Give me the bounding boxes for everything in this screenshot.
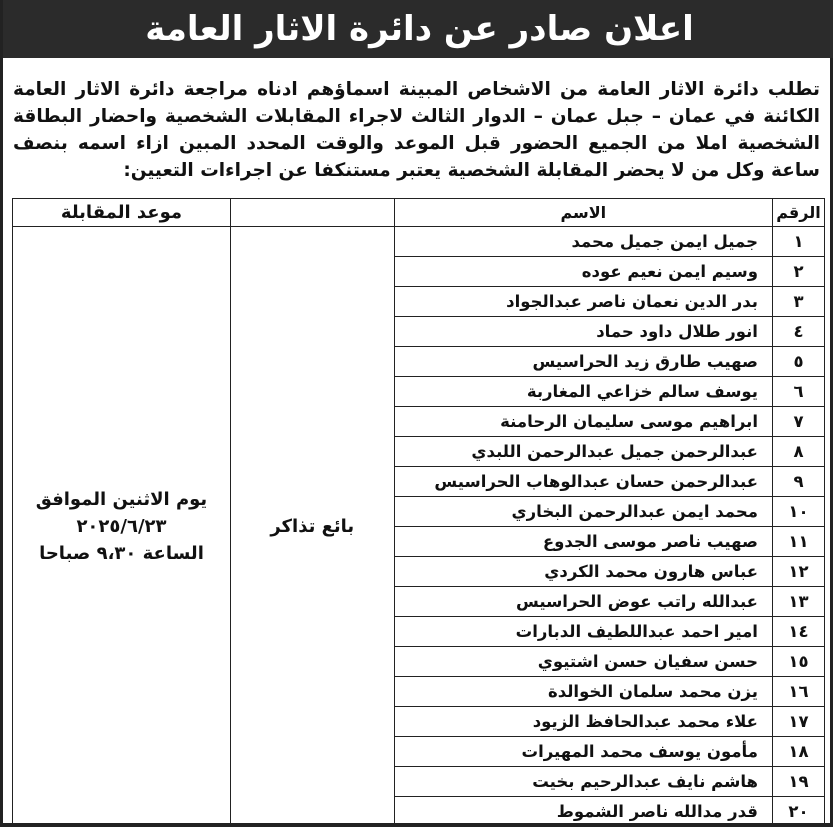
candidate-name: عبدالرحمن جميل عبدالرحمن اللبدي (394, 437, 772, 467)
candidate-name: صهيب ناصر موسى الجدوع (394, 527, 772, 557)
row-number: ١٠ (772, 497, 824, 527)
header-number: الرقم (772, 199, 824, 227)
row-number: ١٥ (772, 647, 824, 677)
row-number: ١٤ (772, 617, 824, 647)
interview-date: ٢٠٢٥/٦/٢٣ (76, 516, 167, 537)
candidate-name: عبدالرحمن حسان عبدالوهاب الحراسيس (394, 467, 772, 497)
row-number: ١٣ (772, 587, 824, 617)
announcement-title: اعلان صادر عن دائرة الاثار العامة (3, 0, 833, 58)
row-number: ٨ (772, 437, 824, 467)
bottom-border (3, 823, 833, 827)
candidate-name: جميل ايمن جميل محمد (394, 227, 772, 257)
candidates-table (12, 198, 825, 827)
candidate-name: وسيم ايمن نعيم عوده (394, 257, 772, 287)
row-number: ١ (772, 227, 824, 257)
candidate-name: عبدالله راتب عوض الحراسيس (394, 587, 772, 617)
row-number: ٢ (772, 257, 824, 287)
job-title: بائع تذاكر (230, 227, 394, 827)
candidate-name: صهيب طارق زيد الحراسيس (394, 347, 772, 377)
candidate-name: بدر الدين نعمان ناصر عبدالجواد (394, 287, 772, 317)
table-body (13, 227, 825, 827)
candidate-name: امير احمد عبداللطيف الدبارات (394, 617, 772, 647)
row-number: ١٧ (772, 707, 824, 737)
row-number: ١١ (772, 527, 824, 557)
candidate-name: محمد ايمن عبدالرحمن البخاري (394, 497, 772, 527)
header-interview-date: موعد المقابلة (13, 199, 231, 227)
header-name: الاسم (394, 199, 772, 227)
candidate-name: هاشم نايف عبدالرحيم بخيت (394, 767, 772, 797)
candidate-name: انور طلال داود حماد (394, 317, 772, 347)
intro-paragraph: تطلب دائرة الاثار العامة من الاشخاص المبينة اسماؤهم ادناه مراجعة دائرة الاثار العامة الكائنة في عمان – جبل عمان – الدوار الثالث لاجراء المقابلات الشخصية واحضار البطاقة الشخصية املا من الجميع الحضور قبل الموعد والوقت المحدد المبين ازاء اسمه بنصف ساعة وكل من لا يحضر المقابلة الشخصية يعتبر مستنكفا عن اجراءات التعيين: (13, 79, 820, 181)
row-number: ١٢ (772, 557, 824, 587)
row-number: ٩ (772, 467, 824, 497)
row-number: ٦ (772, 377, 824, 407)
candidate-name: عباس هارون محمد الكردي (394, 557, 772, 587)
row-number: ٤ (772, 317, 824, 347)
header-job (230, 199, 394, 227)
candidate-name: يزن محمد سلمان الخوالدة (394, 677, 772, 707)
row-number: ١٦ (772, 677, 824, 707)
interview-time: الساعة ٩،٣٠ صباحا (39, 543, 204, 564)
interview-day: يوم الاثنين الموافق (35, 489, 208, 510)
row-number: ١٩ (772, 767, 824, 797)
candidate-name: يوسف سالم خزاعي المغاربة (394, 377, 772, 407)
interview-schedule (13, 227, 231, 827)
candidate-name: ابراهيم موسى سليمان الرحامنة (394, 407, 772, 437)
row-number: ٣ (772, 287, 824, 317)
candidate-name: حسن سفيان حسن اشتيوي (394, 647, 772, 677)
row-number: ٢٠ (772, 797, 824, 827)
row-number: ٥ (772, 347, 824, 377)
table-header-row (13, 199, 825, 227)
row-number: ١٨ (772, 737, 824, 767)
candidate-name: علاء محمد عبدالحافظ الزيود (394, 707, 772, 737)
row-number: ٧ (772, 407, 824, 437)
table-row (13, 227, 825, 257)
candidate-name: قدر مدالله ناصر الشموط (394, 797, 772, 827)
candidate-name: مأمون يوسف محمد المهيرات (394, 737, 772, 767)
